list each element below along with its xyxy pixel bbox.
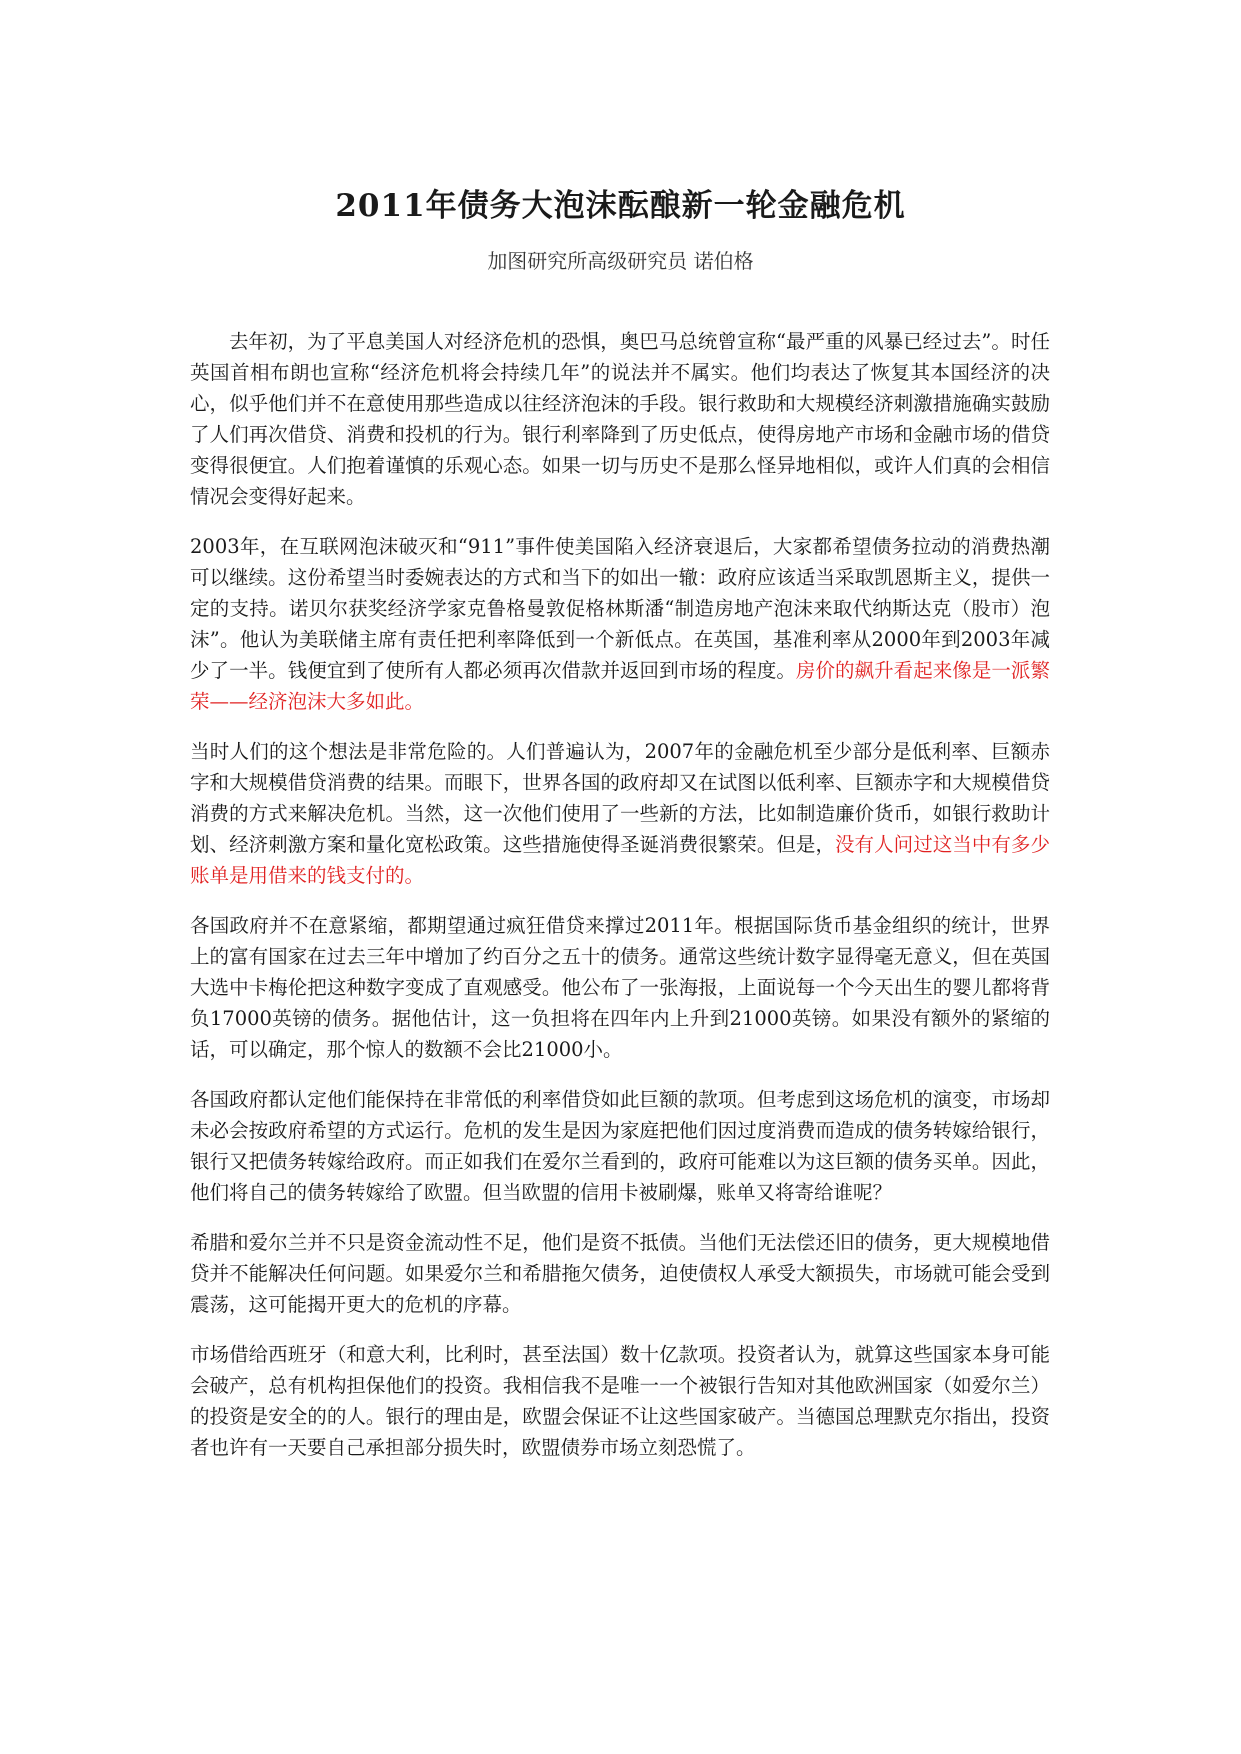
highlighted-sentence: 房价的飙升看起来像是一派繁荣——经济泡沫大多如此。 (190, 659, 1050, 713)
paragraph-text: 市场借给西班牙（和意大利，比利时，甚至法国）数十亿款项。投资者认为，就算这些国家本身可能会破产，总有机构担保他们的投资。我相信我不是唯一一个被银行告知对其他欧洲国家（如爱尔兰）的投资是安全的的人。银行的理由是，欧盟会保证不让这些国家破产。当德国总理默克尔指出，投资者也许有一天要自己承担部分损失时，欧盟债券市场立刻恐慌了。 (190, 1343, 1050, 1459)
paragraph-5 (190, 1084, 1050, 1208)
document-byline: 加图研究所高级研究员 诺伯格 (487, 249, 754, 273)
paragraph-4 (190, 910, 1050, 1065)
paragraph-text: 当时人们的这个想法是非常危险的。人们普遍认为，2007年的金融危机至少部分是低利率、巨额赤字和大规模借贷消费的结果。而眼下，世界各国的政府却又在试图以低利率、巨额赤字和大规模借贷消费的方式来解决危机。当然，这一次他们使用了一些新的方法，比如制造廉价货币，如银行救助计划、经济刺激方案和量化宽松政策。这些措施使得圣诞消费很繁荣。但是， (190, 740, 1050, 856)
document-title: 2011年债务大泡沫酝酿新一轮金融危机 (335, 188, 906, 224)
paragraph-text: 希腊和爱尔兰并不只是资金流动性不足，他们是资不抵债。当他们无法偿还旧的债务，更大规模地借贷并不能解决任何问题。如果爱尔兰和希腊拖欠债务，迫使债权人承受大额损失，市场就可能会受到震荡，这可能揭开更大的危机的序幕。 (190, 1231, 1050, 1316)
paragraph-1 (190, 326, 1050, 512)
paragraph-text: 去年初，为了平息美国人对经济危机的恐惧，奥巴马总统曾宣称“最严重的风暴已经过去”。时任英国首相布朗也宣称“经济危机将会持续几年”的说法并不属实。他们均表达了恢复其本国经济的决心，似乎他们并不在意使用那些造成以往经济泡沫的手段。银行救助和大规模经济刺激措施确实鼓励了人们再次借贷、消费和投机的行为。银行利率降到了历史低点，使得房地产市场和金融市场的借贷变得很便宜。人们抱着谨慎的乐观心态。如果一切与历史不是那么怪异地相似，或许人们真的会相信情况会变得好起来。 (190, 330, 1050, 508)
highlighted-sentence: 没有人问过这当中有多少账单是用借来的钱支付的。 (190, 833, 1050, 887)
paragraph-text: 2003年，在互联网泡沫破灭和“911”事件使美国陷入经济衰退后，大家都希望债务拉动的消费热潮可以继续。这份希望当时委婉表达的方式和当下的如出一辙：政府应该适当采取凯恩斯主义，提供一定的支持。诺贝尔获奖经济学家克鲁格曼敦促格林斯潘“制造房地产泡沫来取代纳斯达克（股市）泡沫”。他认为美联储主席有责任把利率降低到一个新低点。在英国，基准利率从2000年到2003年减少了一半。钱便宜到了使所有人都必须再次借款并返回到市场的程度。 (190, 535, 1050, 682)
paragraph-7 (190, 1339, 1050, 1463)
paragraph-6 (190, 1227, 1050, 1320)
document-body (190, 326, 1050, 1482)
paragraph-text: 各国政府都认定他们能保持在非常低的利率借贷如此巨额的款项。但考虑到这场危机的演变，市场却未必会按政府希望的方式运行。危机的发生是因为家庭把他们因过度消费而造成的债务转嫁给银行，银行又把债务转嫁给政府。而正如我们在爱尔兰看到的，政府可能难以为这巨额的债务买单。因此，他们将自己的债务转嫁给了欧盟。但当欧盟的信用卡被刷爆，账单又将寄给谁呢？ (190, 1088, 1050, 1204)
paragraph-2 (190, 531, 1050, 717)
paragraph-3 (190, 736, 1050, 891)
paragraph-text: 各国政府并不在意紧缩，都期望通过疯狂借贷来撑过2011年。根据国际货币基金组织的统计，世界上的富有国家在过去三年中增加了约百分之五十的债务。通常这些统计数字显得毫无意义，但在英国大选中卡梅伦把这种数字变成了直观感受。他公布了一张海报，上面说每一个今天出生的婴儿都将背负17000英镑的债务。据他估计，这一负担将在四年内上升到21000英镑。如果没有额外的紧缩的话，可以确定，那个惊人的数额不会比21000小。 (190, 914, 1050, 1061)
